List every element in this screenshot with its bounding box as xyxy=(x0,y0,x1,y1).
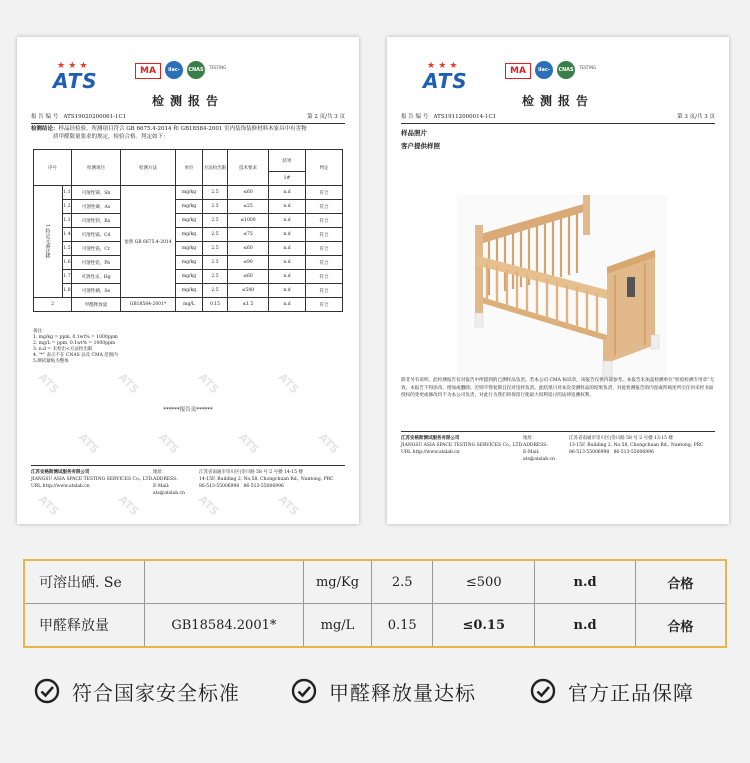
table-row: 1 特定元素迁移 1.1 可溶性锑，Sb 参照 GB 6675.4-2014 mg/kg 2.5 ≤60 n.d 符合 xyxy=(34,186,343,200)
ilac-mra-icon: ilac-MRA xyxy=(535,61,553,79)
check-circle-icon xyxy=(291,678,317,704)
ats-logo: ★ ★ ★ ATS xyxy=(423,61,468,93)
report-page-2 xyxy=(17,37,359,524)
cma-mark-icon: MA xyxy=(505,63,531,79)
photo-heading: 样品照片 客户提供样照 xyxy=(401,129,440,150)
header-logos xyxy=(17,59,359,91)
table-cell: mg/Kg xyxy=(303,560,372,604)
crib-illustration xyxy=(457,195,667,390)
check-circle-icon xyxy=(530,678,556,704)
crib-photo xyxy=(457,195,667,390)
feature-badges xyxy=(0,676,750,706)
cert-caption: TESTING xyxy=(209,65,227,70)
report-footer: 江苏安格斯测试服务有限公司 JIANGSU ASIA SPACE TESTING SERVICES Co., LTD. URL http://www.atslab.cn 地址： ADDRESS: E-Mail: ats@atslab.cn 江苏省南通市崇川区(崇川路 58 号 2 号楼 13-15 楼 13-15F, Building 2, No.58, Chongchuan Rd., Nantong, PRC 86-513-55006998 86-513-55006996 xyxy=(401,431,715,465)
badge-safety-standard xyxy=(34,676,240,706)
watermark: ATS xyxy=(315,430,342,457)
report-meta: 报 告 编 号 ATS19112000014-1C1 第 3 页/共 3 页 xyxy=(401,112,715,124)
report-page-3 xyxy=(387,37,729,524)
table-row: 1.2 可溶性砷，As mg/kg 2.5 ≤25 n.d 符合 xyxy=(34,200,343,214)
table-cell: ≤0.15 xyxy=(433,604,535,648)
ilac-mra-icon: ilac-MRA xyxy=(165,61,183,79)
badge-label: 官方正品保障 xyxy=(568,680,694,705)
badge-label: 甲醛释放量达标 xyxy=(329,680,476,705)
table-cell: 可溶出硒. Se xyxy=(24,560,145,604)
table-cell: n.d xyxy=(535,560,635,604)
table-cell xyxy=(145,560,303,604)
badge-label: 符合国家安全标准 xyxy=(72,680,240,705)
table-cell: 甲醛释放量 xyxy=(24,604,145,648)
table-row: 1.4 可溶性镉，Cd mg/kg 2.5 ≤75 n.d 符合 xyxy=(34,228,343,242)
table-row: 1.5 可溶性铬，Cr mg/kg 2.5 ≤60 n.d 符合 xyxy=(34,242,343,256)
table-cell: n.d xyxy=(535,604,635,648)
watermark: ATS xyxy=(235,430,262,457)
watermark: ATS xyxy=(115,492,142,519)
watermark: ATS xyxy=(275,492,302,519)
table-row xyxy=(24,560,726,604)
report-table: 序号 检测项目 检测方法 单位 方法检出限 技术要求 结果 判定 1# 1 特定元素迁移 1.1 可溶性锑，Sb 参照 GB 6675.4-2014 mg/kg 2.5 ≤60 n.d 符合 1.2 可溶性砷，As mg/kg 2.5 ≤25 n.d 符合 1.3 可溶性钡，Ba mg/kg 2.5 ≤1000 n.d 符合 1.4 可溶性镉，Cd mg/kg 2.5 ≤75 n.d 符合 1.5 可溶性铬，Cr mg/kg 2.5 ≤60 n.d 符合 1.6 可溶性铅，Pb mg/kg 2.5 ≤90 n.d 符合 1.7 可溶性汞，Hg mg/kg 2.5 ≤60 n.d 符合 1.8 可溶性硒，Se mg/kg 2.5 ≤500 n.d 符合 2 甲醛释放量 GB18584-2001* mg/L 0.15 ≤1.5 n.d 符合 xyxy=(33,149,343,312)
ats-logo: ★ ★ ★ ATS xyxy=(53,61,98,93)
table-row xyxy=(24,604,726,648)
watermark: ATS xyxy=(75,430,102,457)
conclusion: 检测结论：样品经检验，所测项目符合 GB 6675.4-2014 和 GB18584-2001 室内装饰装修材料木家具中有害物 质甲醛限量要求的规定，检验合格。判定如下： xyxy=(31,126,307,140)
report-meta: 报 告 编 号 ATS19020200061-1C1 第 2 页/共 3 页 xyxy=(31,112,345,124)
table-cell: GB18584.2001* xyxy=(145,604,303,648)
watermark: ATS xyxy=(35,370,62,397)
cert-caption: TESTING xyxy=(579,65,597,70)
watermark: ATS xyxy=(155,430,182,457)
report-footer: 江苏安格斯测试服务有限公司 JIANGSU ASIA SPACE TESTING SERVICES Co., LTD. URL http://www.atslab.cn 地址： ADDRESS: E-Mail: ats@atslab.cn 江苏省南通市崇川区(崇川路 58 号 2 号楼 14-15 楼 14-15F, Building 2, No.58, Chongchuan Rd., Nantong, PRC 86-513-55006998 86-513-55006996 xyxy=(31,465,345,499)
watermark: ATS xyxy=(195,492,222,519)
end-of-report: ******报告页****** xyxy=(163,407,213,413)
cma-mark-icon: MA xyxy=(135,63,161,79)
table-cell: 0.15 xyxy=(372,604,433,648)
watermark: ATS xyxy=(275,370,302,397)
check-circle-icon xyxy=(34,678,60,704)
table-cell: 合格 xyxy=(635,604,726,648)
spec-table xyxy=(23,559,727,648)
table-row: 2 甲醛释放量 GB18584-2001* mg/L 0.15 ≤1.5 n.d 符合 xyxy=(34,298,343,312)
table-row: 1.7 可溶性汞，Hg mg/kg 2.5 ≤60 n.d 符合 xyxy=(34,270,343,284)
badge-genuine xyxy=(530,676,694,706)
report-title: 检测报告 xyxy=(151,94,224,108)
watermark: ATS xyxy=(195,370,222,397)
table-cell: ≤500 xyxy=(433,560,535,604)
report-title: 检测报告 xyxy=(521,94,594,108)
table-cell: 2.5 xyxy=(372,560,433,604)
report-notes: 备注： 1. mg/kg = ppm, 0.1wt% = 1000ppm 2. mg/L = ppm, 0.1wt% = 1000ppm 3. n.d = 未检出<方法检出限 4. "*" 表示不在 CNAS 以及 CMA 范围内 5.测试紧贴为整体 xyxy=(33,329,118,364)
header-logos xyxy=(387,59,729,91)
table-row: 1.3 可溶性钡，Ba mg/kg 2.5 ≤1000 n.d 符合 xyxy=(34,214,343,228)
watermark: ATS xyxy=(35,492,62,519)
table-row: 1.6 可溶性铅，Pb mg/kg 2.5 ≤90 n.d 符合 xyxy=(34,256,343,270)
disclaimer: 除非另有说明，此检测报告仅对报告中所提到的已测样品负责。若本公司 CMA 标识章，该报告仅供内部参考。本报告未加盖检测单位“检验检测专用章”无效。本报告不得涂改、增加或删除；否则不得复制且仅对送样负责。此结果只对本次受测样品的结果负责，对此检测报告的内容或所载述所引任何未经书面授权的变更或修改均不为本公司负责，对此行为我们将保留行使最大权利追讨的法律追溯权利。 xyxy=(401,378,715,398)
table-cell: 合格 xyxy=(635,560,726,604)
badge-formaldehyde xyxy=(291,676,476,706)
watermark: ATS xyxy=(115,370,142,397)
table-row: 1.8 可溶性硒，Se mg/kg 2.5 ≤500 n.d 符合 xyxy=(34,284,343,298)
cnas-icon: CNAS xyxy=(557,61,575,79)
table-cell: mg/L xyxy=(303,604,372,648)
cnas-icon: CNAS xyxy=(187,61,205,79)
